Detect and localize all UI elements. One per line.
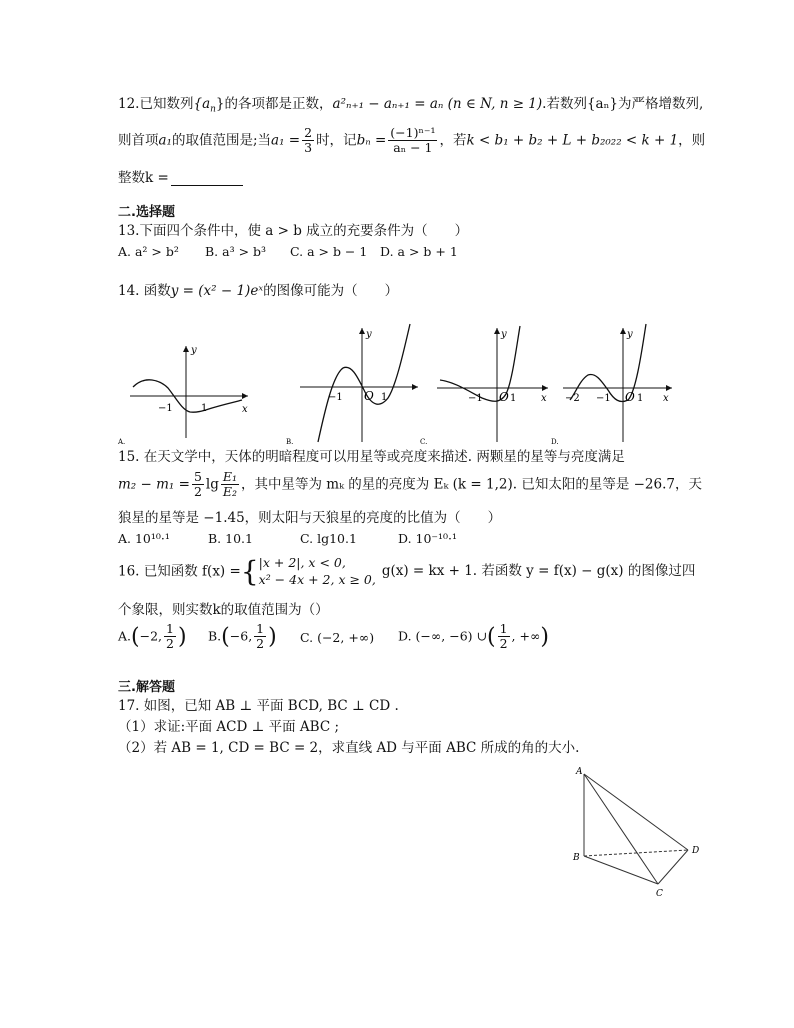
graph-a [117,345,248,446]
q16-text: g(x) = kx + 1. 若函数 y = f(x) − g(x) 的图像过四 [381,563,696,580]
opt-frac [164,622,176,652]
q15-line3: 狼星的星等是 −1.45，则太阳与天狼星的亮度的比值为（ ） [118,510,502,526]
opt-value: , +∞ [511,628,541,644]
q13-option-c: C. a > b − 1 [290,244,368,259]
q14-stem [118,283,398,299]
q12-text: 的取值范围是;当 [171,132,272,149]
graph-c-tick-p1: 1 [510,393,517,404]
q12-line2 [118,126,705,156]
opt-value: −2, [139,628,163,644]
q16-option-a: A.(−2, $\frac{1}{2}$ ) [118,621,187,652]
q12-text: 整数k = [118,170,169,186]
graph-b-tick-m1: −1 [328,392,343,403]
vertex-b-label: B [573,853,580,863]
q12-text: 时，记 [316,132,357,149]
frac-num: 1 [499,621,508,636]
frac-num: 2 [304,125,313,140]
graph-d [551,324,672,446]
graph-b-origin: O [364,389,374,403]
q12-text: 12.已知数列 [118,96,194,112]
q15-eq-left: m₂ − m₁ = [118,476,190,493]
q12-text: }的各项都是正数， [215,96,333,112]
frac-den: 3 [304,140,313,156]
q15-option-b: B. 10.1 [208,531,253,546]
q17-line2: （1）求证:平面 ACD ⊥ 平面 ABC ; [118,719,339,735]
q17-line1: 17. 如图，已知 AB ⊥ 平面 BCD, BC ⊥ CD . [118,698,399,714]
answer-blank[interactable] [171,185,243,186]
opt-frac [254,622,266,652]
frac-num: 5 [193,469,202,484]
q17-line3: （2）若 AB = 1, CD = BC = 2，求直线 AD 与平面 ABC 所成的角的大小. [118,740,580,756]
opt-prefix: D. (−∞, −6) ∪ [398,628,487,644]
graph-b-label: B. [286,438,294,446]
q12-a1: a₁ [158,132,172,149]
graph-c-tick-m1: −1 [468,393,483,404]
frac-den: 2 [499,636,508,652]
graph-b [286,324,418,446]
q16-option-b: B.(−6, $\frac{1}{2}$ ) [208,621,277,652]
q16-piecewise [259,555,376,589]
q15-option-a: A. 10¹⁰·¹ [118,531,170,546]
q15-line1: 15. 在天文学中，天体的明暗程度可以用星等或亮度来描述. 两颗星的星等与亮度满足 [118,449,625,465]
graph-a-x-label: x [242,404,248,415]
graph-d-tick-m2: −2 [565,393,580,404]
graph-d-tick-p1: 1 [637,393,644,404]
frac-den: 2 [166,636,174,652]
q12-recurrence: a²ₙ₊₁ − aₙ₊₁ = aₙ (n ∈ N, n ≥ 1) [332,96,543,112]
q16-text: 16. 已知函数 f(x) = [118,563,241,580]
frac-num: E₁ [222,469,237,484]
graph-d-label: D. [551,438,559,446]
q13-stem: 13.下面四个条件中，使 a > b 成立的充要条件为（ ） [118,223,469,239]
q14-graphs [0,320,794,450]
opt-prefix: B. [208,628,222,644]
q12-inequality: k < b₁ + b₂ + L + b₂₀₂₂ < k + 1 [466,132,679,149]
graph-a-tick-p1: 1 [201,403,208,414]
q16-option-c: C. (−2, +∞) [300,630,375,645]
frac-num: 1 [166,621,174,636]
q15-option-d: D. 10⁻¹⁰·¹ [398,531,458,546]
opt-frac [498,622,510,652]
q12-text: ，若 [439,132,467,149]
q12-a1-eq: a₁ = [271,132,301,149]
q13-option-a: A. a² > b² [118,244,179,259]
section-title-solution: 三.解答题 [118,680,175,695]
q15-option-c: C. lg10.1 [300,531,357,546]
q15-lg: lg [205,476,219,493]
q12-text: 则首项 [118,132,159,149]
vertex-c-label: C [656,889,663,899]
graph-a-tick-m1: −1 [158,403,173,414]
q15-text: ，其中星等为 mₖ 的星的亮度为 Eₖ (k = 1,2). 已知太阳的星等是 −26.7，天 [241,476,702,493]
q16-line2: 个象限，则实数k的取值范围为（） [118,602,329,618]
q17-tetrahedron-figure [570,762,710,902]
q15-frac-e [221,470,239,500]
graph-c [420,326,548,446]
frac-num: (−1)ⁿ⁻¹ [390,125,436,140]
frac-den: 2 [193,484,202,500]
graph-b-tick-p1: 1 [381,392,388,403]
q12-text: ，则 [678,132,706,149]
q16-option-d: D. (−∞, −6) ∪( $\frac{1}{2}$ , +∞) [398,621,549,652]
graph-b-y-label: y [366,329,372,340]
q12-text: .若数列{aₙ}为严格增数列, [542,96,704,112]
q12-line3 [118,170,243,186]
graph-c-x-label: x [541,393,547,404]
graph-d-x-label: x [663,393,669,404]
frac-den: E₂ [222,484,237,500]
q14-text: 14. 函数 [118,283,171,299]
q15-line2 [118,470,702,500]
q12-frac-2-3 [302,126,314,156]
q14-function: y = (x² − 1)eˣ [170,283,264,299]
frac-den: aₙ − 1 [393,140,433,156]
opt-value: −6, [229,628,253,644]
q15-frac-5-2 [192,470,204,500]
frac-den: 2 [256,636,265,652]
brace-icon: { [240,555,259,589]
q16-case2: x² − 4x + 2, x ≥ 0, [258,571,376,587]
section-title-choice: 二.选择题 [118,205,175,220]
q16-case1: |x + 2|, x < 0, [258,555,346,570]
graph-a-y-label: y [191,345,197,356]
graph-d-tick-m1: −1 [596,393,611,404]
q13-option-d: D. a > b + 1 [380,244,458,259]
q12-line1: 12.已知数列$\{a_n\}$的各项都是正数，a²ₙ₊₁ − aₙ₊₁ = aₙ (n ∈ N, n ≥ 1).若数列{aₙ}为严格增数列, [118,96,704,115]
q12-seq: {a [193,96,211,112]
q16-line1 [118,555,695,589]
vertex-d-label: D [692,846,700,856]
q12-bn: bₙ = [356,132,387,149]
vertex-a-label: A [576,767,583,777]
graph-c-origin: O [499,390,509,404]
graph-d-y-label: y [627,329,633,340]
graph-a-label: A. [118,438,126,446]
graph-d-origin: O [625,390,635,404]
graph-c-y-label: y [501,329,507,340]
opt-prefix: A. [118,628,132,644]
q14-text: 的图像可能为（ ） [263,283,399,299]
q13-option-b: B. a³ > b³ [205,244,267,259]
q12-frac-bn [388,126,437,156]
graph-c-label: C. [420,438,428,446]
frac-num: 1 [256,621,265,636]
